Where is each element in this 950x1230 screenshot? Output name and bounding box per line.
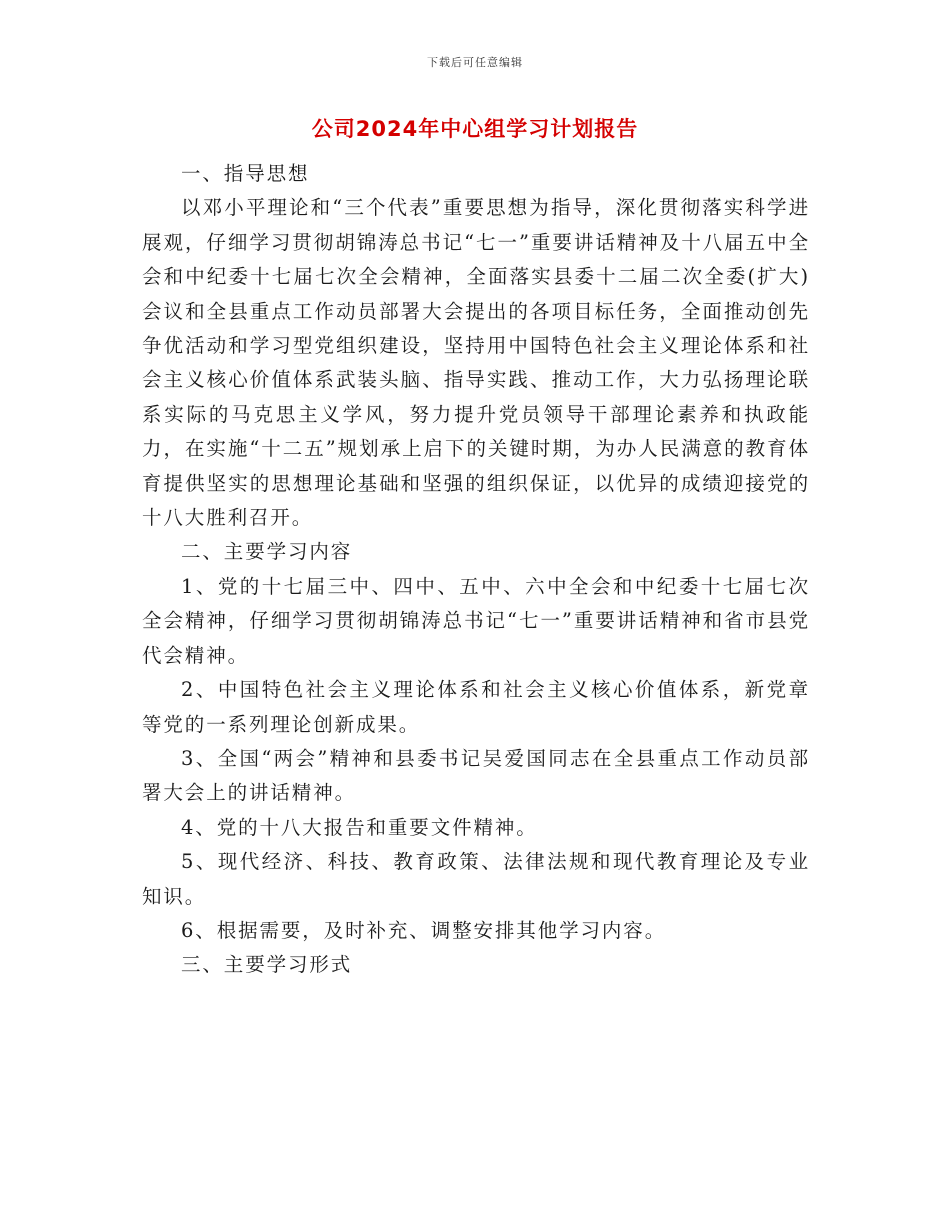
list-item: 3、全国“两会”精神和县委书记吴爱国同志在全县重点工作动员部署大会上的讲话精神。 [142,746,810,805]
list-item: 4、党的十八大报告和重要文件精神。 [181,815,538,839]
header-note: 下载后可任意编辑 [427,56,523,69]
list-item: 5、现代经济、科技、教育政策、法律法规和现代教育理论及专业知识。 [142,850,810,908]
list-item: 6、根据需要，及时补充、调整安排其他学习内容。 [181,918,667,942]
section-heading-learning-forms: 三、主要学习形式 [181,953,353,977]
paragraph-guiding-ideology: 以邓小平理论和“三个代表”重要思想为指导，深化贯彻落实科学进展观，仔细学习贯彻胡锦涛总书记“七一”重要讲话精神及十八届五中全会和中纪委十七届七次全会精神，全面落实县委十二届二次全委(扩大)会议和全县重点工作动员部署大会提出的各项目标任务，全面推动创先争优活动和学习型党组织建设，坚持用中国特色社会主义理论体系和社会主义核心价值体系武装头脑、指导实践、推动工作，大力弘扬理论联系实际的马克思主义学风，努力提升党员领导干部理论素养和执政能力，在实施“十二五”规划承上启下的关键时期，为办人民满意的教育体育提供坚实的思想理论基础和坚强的组织保证，以优异的成绩迎接党的十八大胜利召开。 [142,196,810,530]
section-heading-main-content: 二、主要学习内容 [181,540,353,564]
list-item: 2、中国特色社会主义理论体系和社会主义核心价值体系，新党章等党的一系列理论创新成果。 [142,678,810,736]
list-item: 1、党的十七届三中、四中、五中、六中全会和中纪委十七届七次全会精神，仔细学习贯彻胡锦涛总书记“七一”重要讲话精神和省市县党代会精神。 [142,574,810,667]
section-heading-guiding-ideology: 一、指导思想 [181,162,310,185]
document-body [142,157,810,983]
document-title: 公司2024年中心组学习计划报告 [311,117,639,141]
